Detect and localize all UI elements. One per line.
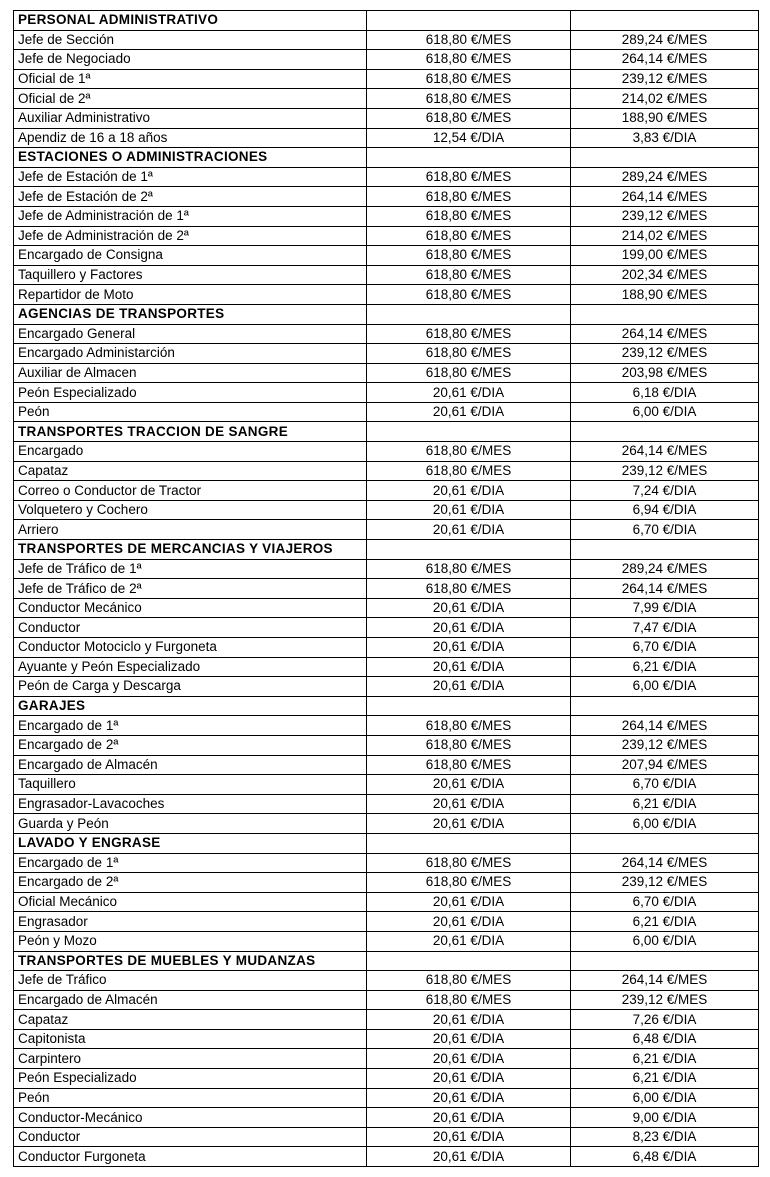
section-header-row — [14, 696, 759, 716]
table-row — [14, 1010, 759, 1030]
plus-cell: 188,90 €/MES — [571, 108, 759, 128]
section-empty-cell — [571, 148, 759, 168]
plus-cell: 264,14 €/MES — [571, 971, 759, 991]
salario-base-cell: 20,61 €/DIA — [367, 1069, 571, 1089]
section-empty-cell — [367, 11, 571, 31]
plus-cell: 202,34 €/MES — [571, 265, 759, 285]
category-cell: Engrasador — [14, 912, 367, 932]
table-row — [14, 461, 759, 481]
salario-base-cell: 20,61 €/DIA — [367, 677, 571, 697]
section-empty-cell — [367, 951, 571, 971]
plus-cell: 264,14 €/MES — [571, 853, 759, 873]
section-empty-cell — [367, 696, 571, 716]
section-header-row — [14, 11, 759, 31]
salario-base-cell: 618,80 €/MES — [367, 735, 571, 755]
section-empty-cell — [367, 833, 571, 853]
salario-base-cell: 618,80 €/MES — [367, 89, 571, 109]
category-cell: Peón — [14, 402, 367, 422]
section-title: PERSONAL ADMINISTRATIVO — [14, 11, 367, 31]
category-cell: Repartidor de Moto — [14, 285, 367, 305]
category-cell: Auxiliar Administrativo — [14, 108, 367, 128]
plus-cell: 6,00 €/DIA — [571, 931, 759, 951]
table-row — [14, 931, 759, 951]
salario-base-cell: 618,80 €/MES — [367, 363, 571, 383]
plus-cell: 6,70 €/DIA — [571, 520, 759, 540]
category-cell: Jefe de Sección — [14, 30, 367, 50]
salario-base-cell: 618,80 €/MES — [367, 559, 571, 579]
salario-base-cell: 618,80 €/MES — [367, 187, 571, 207]
plus-cell: 6,48 €/DIA — [571, 1147, 759, 1167]
table-row — [14, 265, 759, 285]
table-row — [14, 69, 759, 89]
table-row — [14, 638, 759, 658]
table-row — [14, 206, 759, 226]
salario-base-cell: 20,61 €/DIA — [367, 931, 571, 951]
salario-base-cell: 618,80 €/MES — [367, 853, 571, 873]
category-cell: Conductor Motociclo y Furgoneta — [14, 638, 367, 658]
category-cell: Oficial Mecánico — [14, 892, 367, 912]
plus-cell: 6,21 €/DIA — [571, 657, 759, 677]
plus-cell: 239,12 €/MES — [571, 206, 759, 226]
table-row — [14, 187, 759, 207]
salario-base-cell: 618,80 €/MES — [367, 285, 571, 305]
category-cell: Conductor Furgoneta — [14, 1147, 367, 1167]
category-cell: Peón Especializado — [14, 383, 367, 403]
table-row — [14, 657, 759, 677]
category-cell: Jefe de Estación de 2ª — [14, 187, 367, 207]
table-row — [14, 579, 759, 599]
plus-cell: 3,83 €/DIA — [571, 128, 759, 148]
table-row — [14, 1108, 759, 1128]
salario-base-cell: 618,80 €/MES — [367, 971, 571, 991]
salario-base-cell: 618,80 €/MES — [367, 226, 571, 246]
plus-cell: 6,70 €/DIA — [571, 892, 759, 912]
plus-cell: 264,14 €/MES — [571, 187, 759, 207]
category-cell: Encargado de Consigna — [14, 246, 367, 266]
table-row — [14, 912, 759, 932]
plus-cell: 7,47 €/DIA — [571, 618, 759, 638]
plus-cell: 203,98 €/MES — [571, 363, 759, 383]
salario-base-cell: 618,80 €/MES — [367, 755, 571, 775]
category-cell: Capataz — [14, 461, 367, 481]
category-cell: Jefe de Tráfico — [14, 971, 367, 991]
salario-base-cell: 618,80 €/MES — [367, 206, 571, 226]
plus-cell: 6,00 €/DIA — [571, 402, 759, 422]
category-cell: Jefe de Administración de 1ª — [14, 206, 367, 226]
plus-cell: 264,14 €/MES — [571, 579, 759, 599]
table-row — [14, 167, 759, 187]
category-cell: Encargado de Almacén — [14, 990, 367, 1010]
table-row — [14, 226, 759, 246]
plus-cell: 264,14 €/MES — [571, 50, 759, 70]
plus-cell: 289,24 €/MES — [571, 559, 759, 579]
section-empty-cell — [571, 951, 759, 971]
category-cell: Oficial de 2ª — [14, 89, 367, 109]
section-header-row — [14, 148, 759, 168]
table-row — [14, 402, 759, 422]
section-empty-cell — [571, 833, 759, 853]
category-cell: Oficial de 1ª — [14, 69, 367, 89]
salario-base-cell: 20,61 €/DIA — [367, 1010, 571, 1030]
table-row — [14, 677, 759, 697]
salario-base-cell: 20,61 €/DIA — [367, 402, 571, 422]
section-title: TRANSPORTES DE MERCANCIAS Y VIAJEROS — [14, 540, 367, 560]
section-header-row — [14, 304, 759, 324]
section-header-row — [14, 422, 759, 442]
plus-cell: 6,18 €/DIA — [571, 383, 759, 403]
category-cell: Taquillero y Factores — [14, 265, 367, 285]
salario-base-cell: 618,80 €/MES — [367, 50, 571, 70]
category-cell: Jefe de Tráfico de 2ª — [14, 579, 367, 599]
salario-base-cell: 618,80 €/MES — [367, 873, 571, 893]
salario-base-cell: 618,80 €/MES — [367, 716, 571, 736]
table-row — [14, 1088, 759, 1108]
salario-base-cell: 20,61 €/DIA — [367, 892, 571, 912]
salario-base-cell: 20,61 €/DIA — [367, 598, 571, 618]
category-cell: Peón de Carga y Descarga — [14, 677, 367, 697]
salario-base-cell: 618,80 €/MES — [367, 246, 571, 266]
category-cell: Encargado — [14, 442, 367, 462]
table-row — [14, 442, 759, 462]
plus-cell: 8,23 €/DIA — [571, 1127, 759, 1147]
table-row — [14, 89, 759, 109]
plus-cell: 6,94 €/DIA — [571, 500, 759, 520]
salario-base-cell: 618,80 €/MES — [367, 30, 571, 50]
section-header-row — [14, 951, 759, 971]
table-row — [14, 30, 759, 50]
plus-cell: 6,21 €/DIA — [571, 1049, 759, 1069]
plus-cell: 239,12 €/MES — [571, 990, 759, 1010]
table-row — [14, 108, 759, 128]
category-cell: Capataz — [14, 1010, 367, 1030]
category-cell: Guarda y Peón — [14, 814, 367, 834]
salario-base-cell: 618,80 €/MES — [367, 579, 571, 599]
category-cell: Jefe de Estación de 1ª — [14, 167, 367, 187]
category-cell: Volquetero y Cochero — [14, 500, 367, 520]
category-cell: Conductor — [14, 1127, 367, 1147]
category-cell: Encargado de 1ª — [14, 716, 367, 736]
plus-cell: 6,00 €/DIA — [571, 677, 759, 697]
category-cell: Arriero — [14, 520, 367, 540]
category-cell: Engrasador-Lavacoches — [14, 794, 367, 814]
salario-base-cell: 20,61 €/DIA — [367, 775, 571, 795]
salary-table-body — [14, 11, 759, 1167]
section-empty-cell — [367, 304, 571, 324]
table-row — [14, 520, 759, 540]
salario-base-cell: 20,61 €/DIA — [367, 1147, 571, 1167]
table-row — [14, 1127, 759, 1147]
category-cell: Conductor-Mecánico — [14, 1108, 367, 1128]
plus-cell: 289,24 €/MES — [571, 30, 759, 50]
table-row — [14, 50, 759, 70]
salario-base-cell: 20,61 €/DIA — [367, 481, 571, 501]
table-row — [14, 873, 759, 893]
table-row — [14, 1049, 759, 1069]
table-row — [14, 324, 759, 344]
plus-cell: 239,12 €/MES — [571, 461, 759, 481]
table-row — [14, 814, 759, 834]
category-cell: Encargado de 1ª — [14, 853, 367, 873]
section-title: AGENCIAS DE TRANSPORTES — [14, 304, 367, 324]
plus-cell: 264,14 €/MES — [571, 442, 759, 462]
plus-cell: 6,21 €/DIA — [571, 794, 759, 814]
table-row — [14, 363, 759, 383]
section-title: TRANSPORTES DE MUEBLES Y MUDANZAS — [14, 951, 367, 971]
category-cell: Encargado General — [14, 324, 367, 344]
salario-base-cell: 20,61 €/DIA — [367, 520, 571, 540]
salario-base-cell: 20,61 €/DIA — [367, 814, 571, 834]
table-row — [14, 128, 759, 148]
salario-base-cell: 618,80 €/MES — [367, 167, 571, 187]
salario-base-cell: 20,61 €/DIA — [367, 794, 571, 814]
plus-cell: 6,00 €/DIA — [571, 1088, 759, 1108]
table-row — [14, 383, 759, 403]
table-row — [14, 1069, 759, 1089]
table-row — [14, 794, 759, 814]
table-row — [14, 892, 759, 912]
salario-base-cell: 618,80 €/MES — [367, 108, 571, 128]
plus-cell: 6,00 €/DIA — [571, 814, 759, 834]
plus-cell: 7,24 €/DIA — [571, 481, 759, 501]
salario-base-cell: 20,61 €/DIA — [367, 500, 571, 520]
section-title: GARAJES — [14, 696, 367, 716]
table-row — [14, 716, 759, 736]
salario-base-cell: 618,80 €/MES — [367, 461, 571, 481]
plus-cell: 7,26 €/DIA — [571, 1010, 759, 1030]
table-row — [14, 853, 759, 873]
category-cell: Ayuante y Peón Especializado — [14, 657, 367, 677]
table-row — [14, 598, 759, 618]
table-row — [14, 1147, 759, 1167]
plus-cell: 6,21 €/DIA — [571, 1069, 759, 1089]
plus-cell: 6,70 €/DIA — [571, 638, 759, 658]
salario-base-cell: 20,61 €/DIA — [367, 638, 571, 658]
salario-base-cell: 618,80 €/MES — [367, 990, 571, 1010]
salario-base-cell: 618,80 €/MES — [367, 442, 571, 462]
category-cell: Conductor Mecánico — [14, 598, 367, 618]
category-cell: Encargado Administarción — [14, 344, 367, 364]
section-empty-cell — [367, 540, 571, 560]
table-row — [14, 775, 759, 795]
table-row — [14, 971, 759, 991]
section-title: LAVADO Y ENGRASE — [14, 833, 367, 853]
table-row — [14, 481, 759, 501]
section-empty-cell — [571, 304, 759, 324]
plus-cell: 9,00 €/DIA — [571, 1108, 759, 1128]
table-row — [14, 755, 759, 775]
plus-cell: 207,94 €/MES — [571, 755, 759, 775]
section-title: ESTACIONES O ADMINISTRACIONES — [14, 148, 367, 168]
salario-base-cell: 20,61 €/DIA — [367, 1088, 571, 1108]
salario-base-cell: 20,61 €/DIA — [367, 1029, 571, 1049]
category-cell: Taquillero — [14, 775, 367, 795]
category-cell: Encargado de 2ª — [14, 873, 367, 893]
plus-cell: 239,12 €/MES — [571, 735, 759, 755]
section-header-row — [14, 540, 759, 560]
table-row — [14, 344, 759, 364]
plus-cell: 214,02 €/MES — [571, 226, 759, 246]
plus-cell: 239,12 €/MES — [571, 344, 759, 364]
plus-cell: 188,90 €/MES — [571, 285, 759, 305]
salario-base-cell: 618,80 €/MES — [367, 344, 571, 364]
table-row — [14, 559, 759, 579]
category-cell: Jefe de Tráfico de 1ª — [14, 559, 367, 579]
salario-base-cell: 20,61 €/DIA — [367, 657, 571, 677]
category-cell: Encargado de Almacén — [14, 755, 367, 775]
plus-cell: 239,12 €/MES — [571, 69, 759, 89]
category-cell: Jefe de Negociado — [14, 50, 367, 70]
plus-cell: 264,14 €/MES — [571, 324, 759, 344]
salario-base-cell: 618,80 €/MES — [367, 324, 571, 344]
salario-base-cell: 20,61 €/DIA — [367, 912, 571, 932]
category-cell: Conductor — [14, 618, 367, 638]
category-cell: Jefe de Administración de 2ª — [14, 226, 367, 246]
category-cell: Carpintero — [14, 1049, 367, 1069]
category-cell: Peón Especializado — [14, 1069, 367, 1089]
plus-cell: 6,48 €/DIA — [571, 1029, 759, 1049]
plus-cell: 239,12 €/MES — [571, 873, 759, 893]
category-cell: Auxiliar de Almacen — [14, 363, 367, 383]
category-cell: Encargado de 2ª — [14, 735, 367, 755]
category-cell: Correo o Conductor de Tractor — [14, 481, 367, 501]
category-cell: Capitonista — [14, 1029, 367, 1049]
table-row — [14, 990, 759, 1010]
category-cell: Peón y Mozo — [14, 931, 367, 951]
plus-cell: 6,21 €/DIA — [571, 912, 759, 932]
section-title: TRANSPORTES TRACCION DE SANGRE — [14, 422, 367, 442]
table-row — [14, 735, 759, 755]
plus-cell: 289,24 €/MES — [571, 167, 759, 187]
section-empty-cell — [367, 422, 571, 442]
plus-cell: 264,14 €/MES — [571, 716, 759, 736]
salario-base-cell: 12,54 €/DIA — [367, 128, 571, 148]
section-empty-cell — [571, 422, 759, 442]
salario-base-cell: 618,80 €/MES — [367, 69, 571, 89]
salario-base-cell: 20,61 €/DIA — [367, 618, 571, 638]
salario-base-cell: 20,61 €/DIA — [367, 383, 571, 403]
section-empty-cell — [571, 696, 759, 716]
salario-base-cell: 20,61 €/DIA — [367, 1049, 571, 1069]
table-row — [14, 618, 759, 638]
plus-cell: 6,70 €/DIA — [571, 775, 759, 795]
table-row — [14, 500, 759, 520]
section-empty-cell — [571, 11, 759, 31]
salario-base-cell: 20,61 €/DIA — [367, 1108, 571, 1128]
plus-cell: 214,02 €/MES — [571, 89, 759, 109]
plus-cell: 199,00 €/MES — [571, 246, 759, 266]
salario-base-cell: 20,61 €/DIA — [367, 1127, 571, 1147]
salario-base-cell: 618,80 €/MES — [367, 265, 571, 285]
table-row — [14, 285, 759, 305]
category-cell: Peón — [14, 1088, 367, 1108]
section-empty-cell — [571, 540, 759, 560]
table-row — [14, 246, 759, 266]
section-header-row — [14, 833, 759, 853]
plus-cell: 7,99 €/DIA — [571, 598, 759, 618]
table-row — [14, 1029, 759, 1049]
salary-table — [13, 10, 759, 1167]
category-cell: Apendiz de 16 a 18 años — [14, 128, 367, 148]
section-empty-cell — [367, 148, 571, 168]
